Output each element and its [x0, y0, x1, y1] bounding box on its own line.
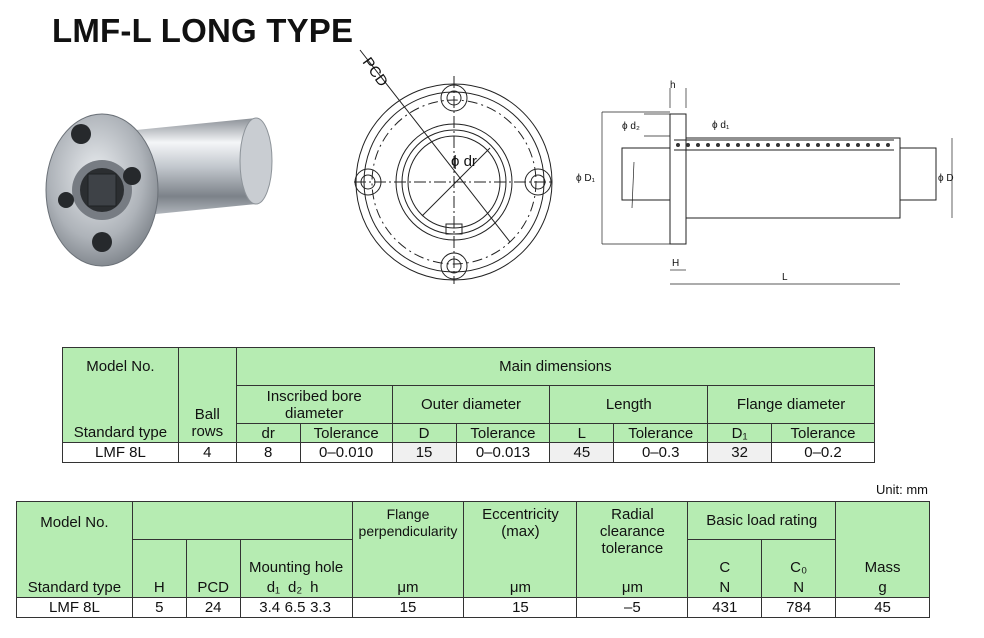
N-header: N: [762, 578, 836, 598]
mass-spacer: [836, 502, 930, 540]
flange-perp-header: Flange perpendicularity: [352, 502, 464, 578]
table-cell: 24: [186, 598, 240, 618]
standard-type-header: Standard type: [17, 578, 133, 598]
table-cell: 3.4: [240, 598, 280, 618]
pcd-label: PCD: [358, 54, 392, 90]
ball-rows-header: [178, 348, 236, 443]
H-header: H: [132, 578, 186, 598]
d2-label: ϕ d₂: [622, 121, 640, 132]
model-no-header: Model No.: [17, 502, 133, 540]
C-header: C: [688, 540, 762, 578]
model-no-header: Model No.: [63, 348, 179, 386]
load-rating-table: [16, 501, 930, 618]
table-cell: 45: [836, 598, 930, 618]
flange-diameter-header: Flange diameter: [708, 386, 875, 424]
h-header: h: [310, 578, 352, 598]
table-cell: 0–0.2: [772, 443, 875, 463]
table-cell: 15: [352, 598, 464, 618]
dr-label: ϕ dr: [451, 153, 477, 170]
sub-header-tolerance: Tolerance: [300, 424, 392, 443]
h-label: h: [670, 80, 676, 91]
D-label: ϕ D: [938, 173, 954, 184]
h-spacer: [132, 540, 186, 578]
table-cell: 15: [464, 598, 577, 618]
C0-header: C₀: [762, 540, 836, 578]
PCD-header: PCD: [186, 578, 240, 598]
outer-diameter-header: Outer diameter: [392, 386, 550, 424]
mounting-hole-header: Mounting hole: [240, 540, 352, 578]
sub-header-dr: dr: [236, 424, 300, 443]
front-view-drawing: [340, 48, 575, 288]
table-cell: 0–0.3: [614, 443, 708, 463]
table-cell: LMF 8L: [63, 443, 179, 463]
H-label: H: [672, 258, 680, 269]
um-header: μm: [352, 578, 464, 598]
main-dimensions-header: Main dimensions: [236, 348, 874, 386]
table-cell: 0–0.010: [300, 443, 392, 463]
sub-header-tolerance: Tolerance: [456, 424, 550, 443]
table-cell: 32: [708, 443, 772, 463]
table-cell: –5: [577, 598, 688, 618]
L-label: L: [782, 272, 788, 283]
sub-header-tolerance: Tolerance: [772, 424, 875, 443]
um-header: μm: [464, 578, 577, 598]
d1-label: ϕ d₁: [712, 120, 730, 131]
model-no-spacer: [17, 540, 133, 578]
blank-header: [132, 502, 352, 540]
radial-clearance-header: Radial clearance tolerance: [577, 502, 688, 578]
table-cell: 3.3: [310, 598, 352, 618]
sub-header-tolerance: Tolerance: [614, 424, 708, 443]
product-photo: [44, 92, 280, 274]
d1-header: d₁: [240, 578, 280, 598]
table-cell: 5: [132, 598, 186, 618]
D1-label: ϕ D₁: [576, 173, 595, 184]
d2-header: d₂: [280, 578, 310, 598]
pcd-spacer: [186, 540, 240, 578]
N-header: N: [688, 578, 762, 598]
table-cell: 8: [236, 443, 300, 463]
mass-header: Mass: [836, 540, 930, 578]
table-cell: 6.5: [280, 598, 310, 618]
table-cell: LMF 8L: [17, 598, 133, 618]
table-cell: 784: [762, 598, 836, 618]
table-cell: 15: [392, 443, 456, 463]
page-title: LMF-L LONG TYPE: [52, 12, 354, 49]
table-cell: 0–0.013: [456, 443, 550, 463]
table-cell: 4: [178, 443, 236, 463]
um-header: μm: [577, 578, 688, 598]
sub-header-L: L: [550, 424, 614, 443]
standard-type-header: Standard type: [63, 424, 179, 443]
eccentricity-header: Eccentricity (max): [464, 502, 577, 578]
g-header: g: [836, 578, 930, 598]
model-no-spacer: [63, 386, 179, 424]
table-cell: 45: [550, 443, 614, 463]
ball-rows-line1: Ball: [194, 406, 220, 423]
sub-header-D: D: [392, 424, 456, 443]
table-cell: 431: [688, 598, 762, 618]
side-view-drawing: [574, 78, 964, 290]
inscribed-bore-header: Inscribed bore diameter: [236, 386, 392, 424]
main-dimensions-table: [62, 347, 875, 463]
basic-load-header: Basic load rating: [688, 502, 836, 540]
sub-header-D1: D₁: [708, 424, 772, 443]
unit-label: Unit: mm: [876, 482, 928, 497]
ball-rows-line2: rows: [191, 423, 224, 440]
length-header: Length: [550, 386, 708, 424]
